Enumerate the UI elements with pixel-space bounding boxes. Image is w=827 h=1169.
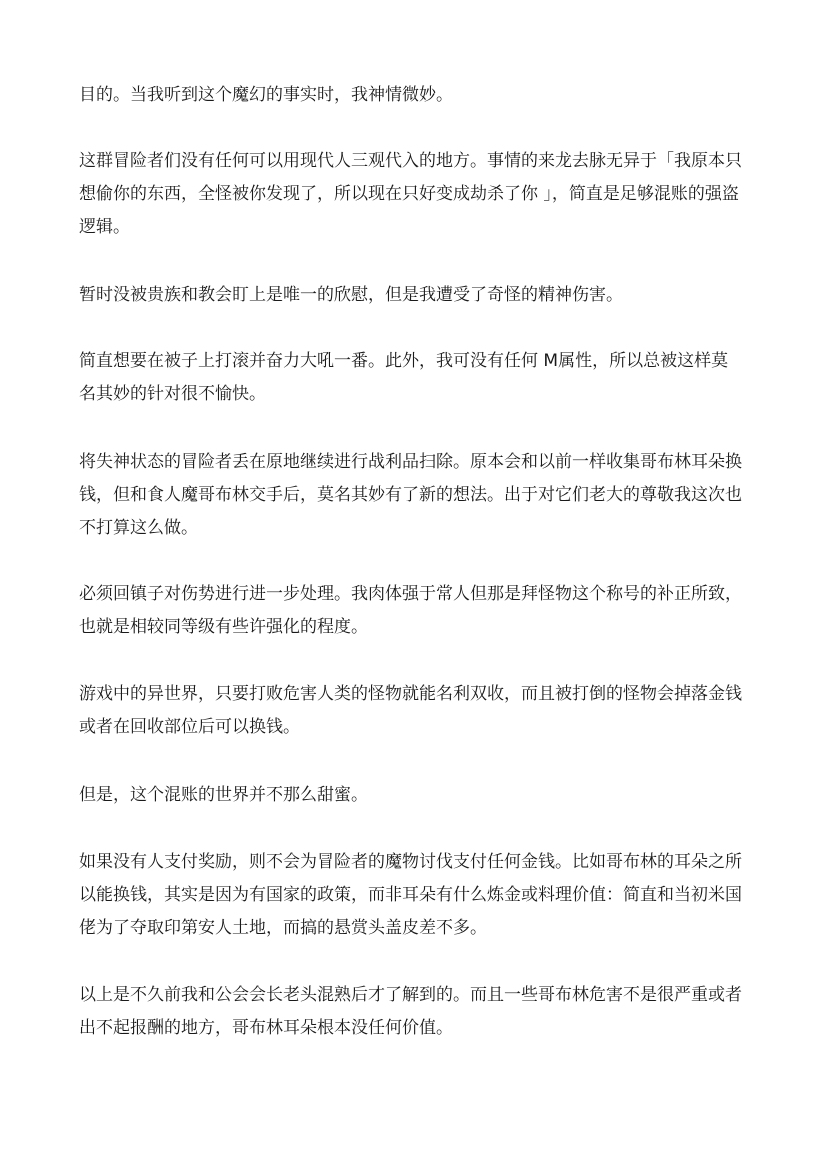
paragraph-10: 以上是不久前我和公会会长老头混熟后才了解到的。而且一些哥布林危害不是很严重或者出不起报酬的地方，哥布林耳朵根本没任何价值。 bbox=[79, 985, 742, 1038]
paragraph-8: 但是，这个混账的世界并不那么甜蜜。 bbox=[79, 785, 368, 805]
paragraph-5: 将失神状态的冒险者丢在原地继续进行战利品扫除。原本会和以前一样收集哥布林耳朵换钱，但和食人魔哥布林交手后，莫名其妙有了新的想法。出于对它们老大的尊敬我这次也不打算这么做。 bbox=[79, 452, 742, 538]
paragraph-2: 这群冒险者们没有任何可以用现代人三观代入的地方。事情的来龙去脉无异于「我原本只想偷你的东西，全怪被你发现了，所以现在只好变成劫杀了你 」，简直是足够混账的强盗逻辑。 bbox=[79, 151, 742, 237]
paragraph-9: 如果没有人支付奖励，则不会为冒险者的魔物讨伐支付任何金钱。比如哥布林的耳朵之所以能换钱，其实是因为有国家的政策，而非耳朵有什么炼金或料理价值：简直和当初米国佬为了夺取印第安人土地，而搞的悬赏头盖皮差不多。 bbox=[79, 852, 742, 938]
paragraph-4: 简直想要在被子上打滚并奋力大吼一番。此外，我可没有任何 M属性，所以总被这样莫名其妙的针对很不愉快。 bbox=[79, 351, 729, 404]
paragraph-3: 暂时没被贵族和教会盯上是唯一的欣慰，但是我遭受了奇怪的精神伤害。 bbox=[79, 285, 623, 305]
paragraph-7: 游戏中的异世界，只要打败危害人类的怪物就能名利双收，而且被打倒的怪物会掉落金钱或者在回收部位后可以换钱。 bbox=[79, 684, 742, 737]
paragraph-6: 必须回镇子对伤势进行进一步处理。我肉体强于常人但那是拜怪物这个称号的补正所致，也就是相较同等级有些许强化的程度。 bbox=[79, 584, 742, 637]
paragraph-1: 目的。当我听到这个魔幻的事实时，我神情微妙。 bbox=[79, 85, 453, 105]
